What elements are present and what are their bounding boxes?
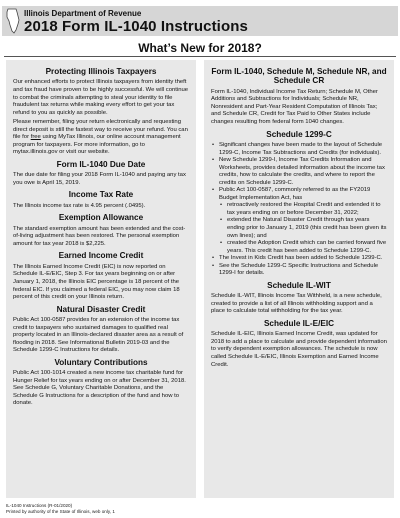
divider xyxy=(4,56,396,57)
list-item: • extended the Natural Disaster Credit through tax years ending prior to January 1, 2019 (this credit has been given its own lines); and xyxy=(219,217,387,240)
section-text: Schedule IL-WIT, Illinois Income Tax Withheld, is a new schedule, created to provide a list of all Illinois withholding support and a place to calculate total withholding for the tax year. xyxy=(211,293,382,315)
section-title: Protecting Illinois Taxpayers xyxy=(45,67,157,76)
section-text: Please remember, filing your return electronically and requesting direct deposit is still the fastest way to receive your refund. You can file for free using MyTax Illinois, our online account management program for taxpayers. For more information, go to mytax.illinois.gov or visit our website. xyxy=(13,119,188,156)
section-text: Schedule IL-EIC, Illinois Earned Income Credit, was updated for 2018 to add a place to calculate and provide dependent information to verify dependent exemption allowances. The schedule is now called Schedule IL-E/EIC, Illinois Exemption and Earned Income Credit. xyxy=(211,331,387,368)
free-emphasis: free xyxy=(30,134,41,141)
list-item: • Significant changes have been made to the layout of Schedule 1299-C, Income Tax Subtractions and Credits (for individuals). xyxy=(211,142,387,157)
section-text: The Illinois Earned Income Credit (EIC) is now reported on Schedule IL-E/EIC, Step 3. For tax years beginning on or after January 1, 2018, the Illinois EIC percentage is 18 percent of the federal EIC. If you claimed a federal EIC, you may now claim 18 percent of this credit on your Illinois return. xyxy=(13,263,180,301)
list-item: • created the Adoption Credit which can be carried forward five years. This credit has been added to Schedule 1299-C. xyxy=(219,240,387,255)
section-title: Voluntary Contributions xyxy=(54,357,148,367)
section-title: Earned Income Credit xyxy=(58,251,144,261)
whats-new-heading: What’s New for 2018? xyxy=(138,41,262,55)
section-title: Form IL-1040, Schedule M, Schedule NR, and Schedule CR xyxy=(211,67,387,86)
footer-line: IL-1040 Instructions (R-01/2020) xyxy=(6,503,73,508)
section-text: Form IL-1040, Individual Income Tax Return; Schedule M, Other Additions and Subtractions for Individuals; Schedule NR, Nonresident and Part-Year Resident Computation of Illinois Tax; and Schedule CR, Credit for Tax Paid to Other States include changes resulting from federal form 1040 changes. xyxy=(211,88,378,126)
section-title: Schedule IL-E/EIC xyxy=(263,318,335,328)
list-item: • Public Act 100-0587, commonly referred to as the FY2019 Budget Implementation Act, has xyxy=(211,187,387,202)
list-item: • retroactively restored the Hospital Credit and extended it to tax years ending on or before December 31, 2022; xyxy=(219,202,387,217)
left-column xyxy=(6,60,196,498)
sub-bullet-list xyxy=(211,202,387,255)
footer-line: Printed by authority of the State of Illinois, web only, 1 xyxy=(6,508,115,514)
section-text: The Illinois income tax rate is 4.95 percent (.0495). xyxy=(13,202,146,209)
list-item: • New Schedule 1299-I, Income Tax Credits Information and Worksheets, provides detailed information about the income tax credits, how to calculate the credits, and where to report the credits on Schedule 1299-C. xyxy=(211,157,387,187)
department-name: Illinois Department of Revenue xyxy=(24,9,142,18)
section-text: Our enhanced efforts to protect Illinois taxpayers from identity theft and tax fraud have proven to be highly successful. We will continue to combat the criminals attempting to steal your identity to file fraudulent tax returns while making every effort to get your tax refund to you as quickly as possible. xyxy=(13,79,189,116)
list-item: • See the Schedule 1299-C Specific Instructions and Schedule 1299-I for details. xyxy=(211,263,387,278)
section-text: The due date for filing your 2018 Form IL-1040 and paying any tax you owe is April 15, 2019. xyxy=(13,172,186,186)
footer xyxy=(6,503,115,515)
section-title: Income Tax Rate xyxy=(68,190,134,200)
right-column xyxy=(204,60,394,498)
section-title: Schedule 1299-C xyxy=(266,129,332,139)
section-title: Natural Disaster Credit xyxy=(56,304,146,314)
section-text: The standard exemption amount has been extended and the cost-of-living adjustment has been restored. The personal exemption amount for tax year 2018 is $2,225. xyxy=(13,225,186,247)
section-text: Public Act 100-0587 provides for an extension of the income tax credit to taxpayers who sustained damages to qualified real property located in an Illinois-declared disaster area as a result of flooding in 2018. See Informational Bulletin 2019-03 and the Schedule 1299-C Instructions for details. xyxy=(13,317,184,354)
section-title: Form IL-1040 Due Date xyxy=(56,159,146,169)
section-title: Schedule IL-WIT xyxy=(267,280,331,290)
header-bar xyxy=(2,6,398,36)
bullet-list xyxy=(211,255,387,278)
bullet-list xyxy=(211,142,387,202)
section-title: Exemption Allowance xyxy=(58,213,144,223)
list-item: • The Invest in Kids Credit has been added to Schedule 1299-C. xyxy=(211,255,387,263)
section-text: Public Act 100-1014 created a new income tax charitable fund for Hunger Relief for tax years ending on or after December 31, 2018. See Schedule G, Voluntary Charitable Donations, and the Schedule G Instructions for a description of the fund and how to donate. xyxy=(13,370,186,407)
page-title: 2018 Form IL-1040 Instructions xyxy=(24,18,248,35)
illinois-state-icon xyxy=(6,8,20,34)
